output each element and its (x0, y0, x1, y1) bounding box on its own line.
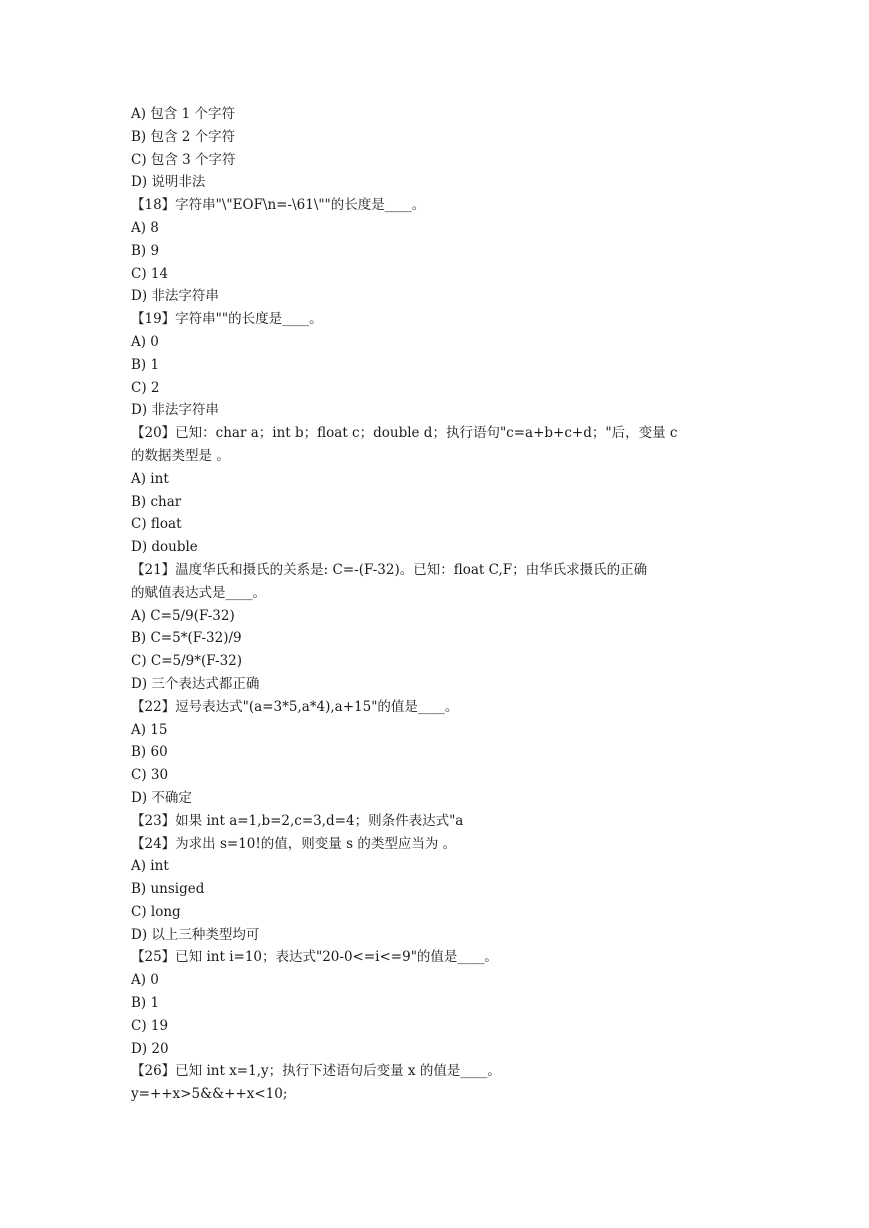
text-line: 的赋值表达式是____。 (131, 584, 266, 601)
text-line: 【25】已知 int i=10；表达式"20-0<=i<=9"的值是____。 (131, 949, 498, 966)
text-line: B) unsiged (131, 881, 205, 898)
document-body (131, 103, 751, 1106)
text-line: A) C=5/9(F-32) (131, 607, 235, 624)
text-line: B) char (131, 493, 182, 510)
text-line: C) 2 (131, 379, 160, 396)
text-line: 【20】已知：char a；int b；float c；double d；执行语句"c=a+b+c+d；"后，变量 c (131, 425, 678, 442)
text-line: 【21】温度华氏和摄氏的关系是: C=-(F-32)。已知：float C,F；由华氏求摄氏的正确 (131, 561, 648, 578)
text-line: 【26】已知 int x=1,y；执行下述语句后变量 x 的值是____。 (131, 1063, 501, 1080)
text-line: 【24】为求出 s=10!的值，则变量 s 的类型应当为 。 (131, 835, 457, 852)
text-line: D) 三个表达式都正确 (131, 675, 260, 692)
text-line: C) 包含 3 个字符 (131, 151, 236, 168)
text-line: C) 19 (131, 1017, 169, 1034)
text-line: C) 14 (131, 265, 169, 282)
text-line: D) 说明非法 (131, 174, 206, 191)
text-line: A) int (131, 470, 169, 487)
text-line: A) 包含 1 个字符 (131, 106, 235, 122)
text-line: A) int (131, 858, 169, 875)
text-line: 的数据类型是 。 (131, 447, 230, 464)
text-line: 【23】如果 int a=1,b=2,c=3,d=4；则条件表达式"a (131, 812, 464, 829)
text-line: A) 8 (131, 219, 159, 236)
text-line: D) 非法字符串 (131, 288, 219, 305)
text-line: A) 0 (131, 333, 159, 350)
text-line: D) double (131, 539, 198, 556)
text-line: 【22】逗号表达式"(a=3*5,a*4),a+15"的值是____。 (131, 698, 459, 715)
text-line: A) 0 (131, 972, 159, 989)
text-line: A) 15 (131, 721, 168, 738)
text-line: B) 1 (131, 356, 160, 373)
text-line: C) long (131, 903, 181, 920)
text-line: B) 包含 2 个字符 (131, 128, 236, 145)
text-line: 【19】字符串""的长度是____。 (131, 311, 323, 328)
text-line: C) C=5/9*(F-32) (131, 653, 243, 670)
text-line: C) 30 (131, 767, 169, 784)
text-line: 【18】字符串"\"EOF\n=-\61\""的长度是____。 (131, 197, 426, 214)
text-line: B) 1 (131, 995, 160, 1012)
text-line: B) 60 (131, 744, 168, 761)
text-line: D) 非法字符串 (131, 402, 219, 419)
text-line: D) 以上三种类型均可 (131, 926, 260, 943)
text-line: B) C=5*(F-32)/9 (131, 630, 242, 647)
text-line: C) float (131, 516, 182, 533)
text-line: B) 9 (131, 242, 160, 259)
text-line: D) 20 (131, 1040, 169, 1057)
text-line: y=++x>5&&++x<10; (131, 1086, 288, 1103)
text-line: D) 不确定 (131, 789, 192, 806)
